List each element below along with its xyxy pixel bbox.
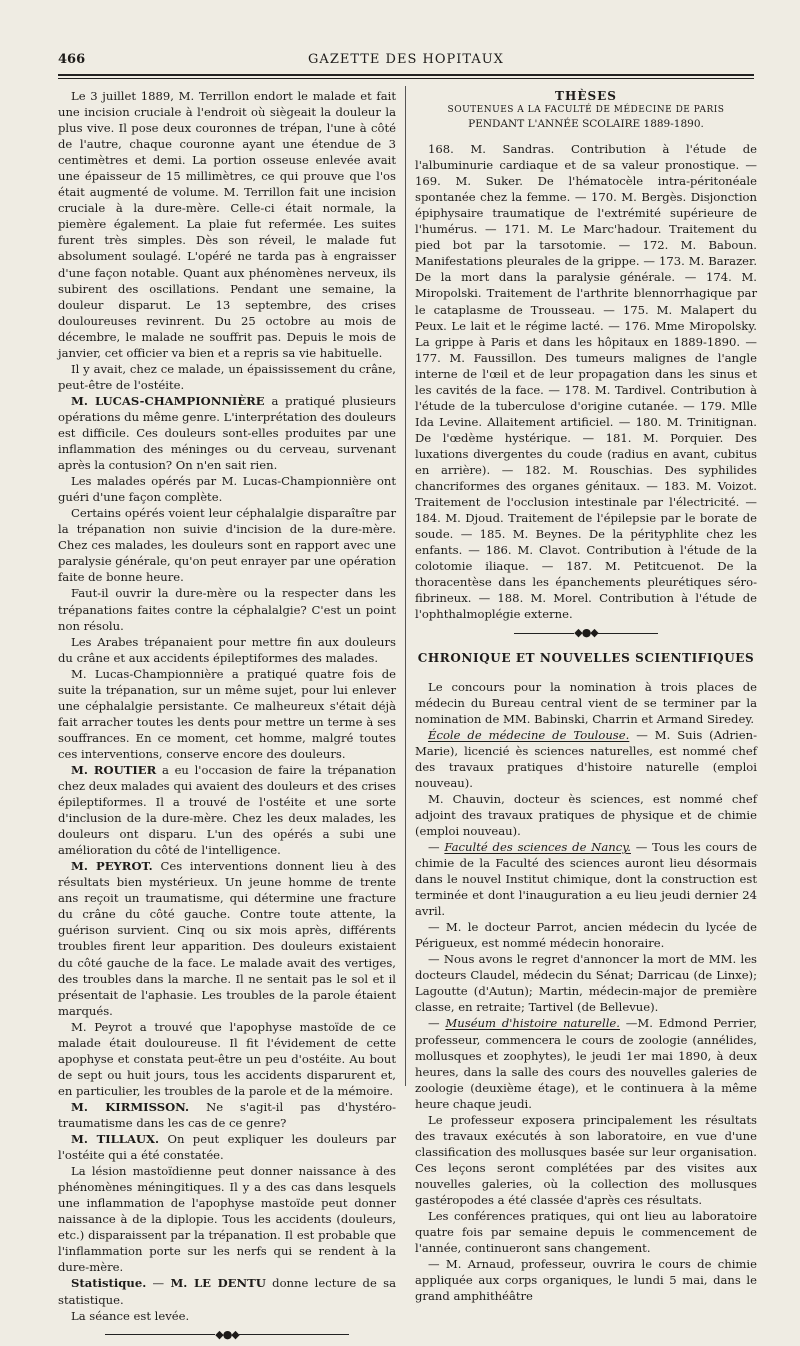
paragraph: — M. Arnaud, professeur, ouvrira le cours de chimie appliquée aux corps organiques, le lundi 5 mai, dans le grand amphithéâtre	[415, 1257, 757, 1304]
paragraph: — M. le docteur Parrot, ancien médecin du lycée de Périgueux, est nommé médecin honoraire.	[415, 920, 757, 951]
column-divider	[405, 86, 406, 1086]
paragraph-text: — M. Suis (Adrien-Marie), licencié ès sciences naturelles, est nommé chef des travaux pratiques d'histoire naturelle (emploi nouveau).	[415, 727, 757, 790]
paragraph-text: Ces interventions donnent lieu à des résultats bien mystérieux. Un jeune homme de trente ans reçoit un traumatisme, qui détermine une fracture du crâne du côté gauche. Contre toute attente, la guérison survient. Cinq ou six mois après, différents troubles firent leur apparition. Des douleurs existaient du côté gauche de la face. Le malade avait des vertiges, des troubles dans la marche. Il ne sentait pas le sol et il présentait de l'aphasie. Les troubles de la parole étaient marqués.	[58, 859, 397, 1018]
header-rule-thin	[58, 78, 754, 79]
news-label: École de médecine de Toulouse.	[428, 727, 630, 742]
left-column	[58, 88, 396, 1346]
paragraph: Faut-il ouvrir la dure-mère ou la respecter dans les trépanations faites contre la céphalalgie? C'est un point non résolu.	[58, 586, 396, 633]
theses-list: 168. M. Sandras. Contribution à l'étude de l'albuminurie cardiaque et de sa valeur pronostique. — 169. M. Suker. De l'hématocèle intra-péritonéale spontanée chez la femme. — 170. M. Bergès. Disjonction épiphysaire traumatique de l'extrémité supérieure de l'humérus. — 171. M. Le Marc'hadour. Traitement du pied bot par la tarsotomie. — 172. M. Baboun. Manifestations pleurales de la grippe. — 173. M. Barazer. De la mort dans la paralysie générale. — 174. M. Miropolski. Traitement de l'arthrite blennorrhagique par le cataplasme de Trousseau. — 175. M. Malapert du Peux. Le lait et le régime lacté. — 176. Mme Miropolsky. La grippe à Paris et dans les hôpitaux en 1889-1890. — 177. M. Faussillon. Des tumeurs malignes de l'angle interne de l'œil et de leur propagation dans les sinus et les cavités de la face. — 178. M. Tardivel. Contribution à l'étude de la tuberculose d'origine cutanée. — 179. Mlle Ida Levine. Allaitement artificiel. — 180. M. Trinitignan. De l'œdème hystérique. — 181. M. Porquier. Des luxations divergentes du coude (radius en avant, cubitus en arrière). — 182. M. Rouschias. Des syphilides chancriformes des organes génitaux. — 183. M. Voizot. Traitement de l'occlusion intestinale par l'électricité. — 184. M. Djoud. Traitement de l'épilepsie par le borate de soude. — 185. M. Beynes. De la pérityphlite chez les enfants. — 186. M. Clavot. Contribution à l'étude de la colotomie iliaque. — 187. M. Petitcuenot. De la thoracentèse dans les épanchements pleurétiques séro-fibrineux. — 188. M. Morel. Contribution à l'étude de l'ophthalmoplégie externe.	[415, 142, 757, 622]
paragraph	[58, 1099, 396, 1131]
journal-title: GAZETTE DES HOPITAUX	[308, 52, 504, 67]
theses-subheading: SOUTENUES A LA FACULTÉ DE MÉDECINE DE PARIS	[447, 105, 725, 116]
speaker-name: M. ROUTIER	[71, 762, 157, 777]
speaker-name: M. LE DENTU	[170, 1276, 266, 1291]
paragraph	[415, 727, 757, 791]
right-column	[415, 88, 757, 1304]
paragraph-text: Ne s'agit-il pas d'hystéro-traumatisme dans les cas de ce genre?	[58, 1099, 396, 1130]
paragraph: — Nous avons le regret d'annoncer la mort de MM. les docteurs Claudel, médecin du Sénat; Darricau (de Linxe); Lagoutte (d'Autun); Martin, médecin-major de première classe, en retraite; Tartivel (de Bellevue).	[415, 952, 757, 1015]
dash: —	[146, 1276, 171, 1291]
paragraph: M. Chauvin, docteur ès sciences, est nommé chef adjoint des travaux pratiques de physique et de chimie (emploi nouveau).	[415, 791, 757, 838]
paragraph: Les conférences pratiques, qui ont lieu au laboratoire quatre fois par semaine depuis le commencement de l'année, continueront sans changement.	[415, 1209, 757, 1256]
paragraph: Les Arabes trépanaient pour mettre fin aux douleurs du crâne et aux accidents épileptiformes des malades.	[58, 634, 396, 665]
closing-line: La séance est levée.	[71, 1308, 190, 1323]
paragraph-text: a pratiqué plusieurs opérations du même genre. L'interprétation des douleurs est difficile. Ces douleurs sont-elles produites par une inflammation des méninges ou du cerveau, survenant après la contusion? On n'en sait rien.	[58, 393, 397, 473]
statistics-heading: Statistique.	[71, 1276, 147, 1291]
paragraph	[58, 858, 396, 1018]
speaker-name: M. KIRMISSON.	[71, 1099, 190, 1114]
theses-subheading-year: PENDANT L'ANNÉE SCOLAIRE 1889-1890.	[468, 118, 704, 131]
paragraph-text: On peut expliquer les douleurs par l'ostéite qui a été constatée.	[58, 1132, 396, 1163]
header-rule-thick	[58, 74, 754, 76]
paragraph: La lésion mastoïdienne peut donner naissance à des phénomènes méningitiques. Il y a des cas dans lesquels une inflammation de l'apophyse mastoïde peut donner naissance à de la diplopie. Tous les accidents (douleurs, etc.) disparaissent par la trépanation. Il est probable que l'inflammation porte sur les nerfs qui se rendent à la dure-mère.	[58, 1164, 396, 1275]
news-label: Faculté des sciences de Nancy.	[444, 839, 631, 854]
paragraph	[58, 762, 396, 858]
paragraph-text: —M. Edmond Perrier, professeur, commencera le cours de zoologie (annélides, mollusques et zoophytes), le jeudi 1er mai 1890, à deux heures, dans la salle des cours des nouvelles galeries de zoologie (deuxième étage), et le continuera à la même heure chaque jeudi.	[415, 1016, 758, 1111]
paragraph: M. Peyrot a trouvé que l'apophyse mastoïde de ce malade était douloureuse. Il fit l'évidement de cette apophyse et constata peut-être un peu d'ostéite. Au bout de sept ou huit jours, tous les accidents disparurent et, en particulier, les troubles de la parole et de la mémoire.	[58, 1019, 396, 1098]
page-header	[58, 50, 754, 70]
paragraph: Le 3 juillet 1889, M. Terrillon endort le malade et fait une incision cruciale à l'endroit où siègeait la douleur la plus vive. Il pose deux couronnes de trépan, l'une à côté de l'autre, chaque couronne ayant une étendue de 3 centimètres et demi. La portion osseuse enlevée avait une épaisseur de 15 millimètres, ce qui prouve que l'os était augmenté de volume. M. Terrillon fait une incision cruciale à la dure-mère. Celle-ci était normale, la piemère également. La plaie fut refermée. Les suites furent très simples. Dès son réveil, le malade fut absolument soulagé. L'opéré ne tarda pas à engraisser d'une façon notable. Quant aux phénomènes nerveux, ils subirent des oscillations. Pendant une semaine, la douleur disparut. Le 13 septembre, des crises douloureuses revinrent. Du 25 octobre au mois de décembre, le malade ne souffrit pas. Depuis le mois de janvier, cet officier va bien et a repris sa vie habituelle.	[58, 89, 396, 360]
paragraph	[58, 393, 396, 473]
paragraph: — Faculté des sciences de Nancy. — Tous les cours de chimie de la Faculté des sciences auront lieu désormais dans le nouvel Institut chimique, dont la construction est terminée et dont l'inauguration a eu lieu jeudi dernier 24 avril.	[415, 839, 757, 919]
paragraph: Les malades opérés par M. Lucas-Championnière ont guéri d'une façon complète.	[58, 474, 396, 505]
paragraph: — Muséum d'histoire naturelle. —M. Edmond Perrier, professeur, commencera le cours de zoologie (annélides, mollusques et zoophytes), le jeudi 1er mai 1890, à deux heures, dans la salle des cours des nouvelles galeries de zoologie (deuxième étage), et le continuera à la même heure chaque jeudi.	[415, 1016, 758, 1111]
news-label: Muséum d'histoire naturelle.	[445, 1016, 620, 1031]
speaker-name: M. PEYROT.	[71, 859, 153, 874]
theses-heading: THÈSES	[555, 89, 617, 103]
paragraph: Certains opérés voient leur céphalalgie disparaître par la trépanation non suivie d'incision de la dure-mère. Chez ces malades, les douleurs sont en rapport avec une paralysie générale, qu'on peut enrayer par une opération faite de bonne heure.	[58, 506, 396, 585]
chronicle-heading: CHRONIQUE ET NOUVELLES SCIENTIFIQUES	[417, 651, 755, 666]
paragraph-text: a eu l'occasion de faire la trépanation chez deux malades qui avaient des douleurs et des crises épileptiformes. Il a trouvé de l'ostéite et une sorte d'inclusion de la dure-mère. Chez les deux malades, les douleurs ont disparu. L'un des opérés a subi une amélioration du côté de l'intelligence.	[58, 762, 396, 858]
paragraph: Le professeur exposera principalement les résultats des travaux exécutés à son laboratoire, en vue d'une classification des mollusques basée sur leur organisation. Ces leçons seront complétées par des visites aux nouvelles galeries, où la collection des mollusques gastéropodes a été classée d'après ces résultats.	[415, 1112, 757, 1207]
paragraph: Il y avait, chez ce malade, un épaississement du crâne, peut-être de l'ostéite.	[58, 361, 396, 392]
page-number: 466	[58, 52, 86, 67]
statistics-paragraph	[58, 1275, 396, 1307]
paragraph: Le concours pour la nomination à trois places de médecin du Bureau central vient de se terminer par la nomination de MM. Babinski, Charrin et Armand Siredey.	[415, 679, 757, 726]
paragraph-text: — Tous les cours de chimie de la Faculté des sciences auront lieu désormais dans le nouvel Institut chimique, dont la construction est terminée et dont l'inauguration a eu lieu jeudi dernier 24 avril.	[415, 839, 757, 919]
paragraph-text: donne lecture de sa statistique.	[58, 1276, 396, 1307]
paragraph	[58, 1131, 396, 1163]
section-ornament: ◆●◆	[58, 1330, 396, 1340]
section-ornament: ◆●◆	[415, 628, 757, 638]
speaker-name: M. TILLAUX.	[71, 1132, 160, 1147]
speaker-name: M. LUCAS-CHAMPIONNIÈRE	[71, 393, 265, 408]
paragraph: M. Lucas-Championnière a pratiqué quatre fois de suite la trépanation, sur un même sujet, pour lui enlever une céphalalgie persistante. Ce malheureux s'était déjà fait arracher toutes les dents pour mettre un terme à ses souffrances. En ce moment, cet homme, malgré toutes ces interventions, conserve encore des douleurs.	[58, 666, 396, 761]
